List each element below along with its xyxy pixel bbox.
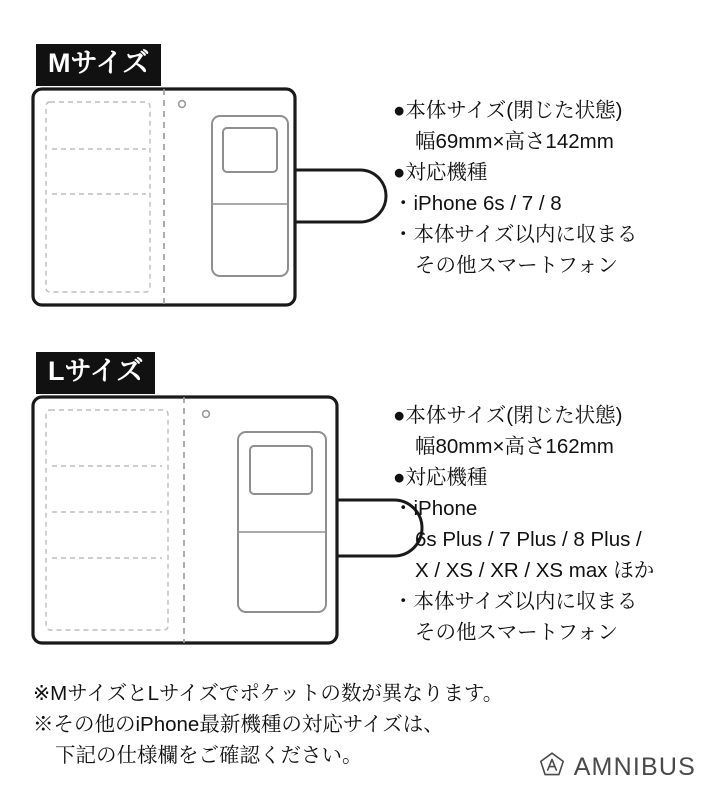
spec-line: ・iPhone 6s / 7 / 8 xyxy=(393,192,562,215)
case-illustration-m xyxy=(30,86,390,331)
spec-line: 6s Plus / 7 Plus / 8 Plus / xyxy=(415,528,642,551)
spec-line: ・本体サイズ以内に収まる xyxy=(393,590,638,613)
spec-line: X / XS / XR / XS max ほか xyxy=(415,559,655,582)
spec-list-m xyxy=(393,95,637,281)
spec-line: ・iPhone xyxy=(393,497,478,520)
case-illustration-l xyxy=(30,394,430,659)
spec-line: ●対応機種 xyxy=(393,466,488,489)
size-badge-m: Mサイズ xyxy=(36,44,161,86)
brand-logo xyxy=(538,751,696,784)
phone-camera-window xyxy=(223,128,277,172)
spec-line: 幅80mm×高さ162mm xyxy=(415,435,614,458)
spec-list-l xyxy=(393,400,654,648)
spec-line: 幅69mm×高さ142mm xyxy=(415,130,614,153)
spec-line: ●本体サイズ(閉じた状態) xyxy=(393,99,623,122)
case-closure-band xyxy=(288,170,386,222)
footnote-line: ※その他のiPhone最新機種の対応サイズは、 xyxy=(33,713,444,736)
spec-line: その他スマートフォン xyxy=(415,621,618,644)
spec-line: ●対応機種 xyxy=(393,161,488,184)
footnote-line: ※MサイズとLサイズでポケットの数が異なります。 xyxy=(33,682,504,705)
spec-line: ●本体サイズ(閉じた状態) xyxy=(393,404,623,427)
phone-camera-window xyxy=(250,446,312,494)
footnotes xyxy=(33,678,503,771)
pentagon-a-icon xyxy=(538,751,566,784)
size-badge-l: Lサイズ xyxy=(36,352,155,394)
brand-name: AMNIBUS xyxy=(573,753,696,781)
spec-line: その他スマートフォン xyxy=(415,254,618,277)
footnote-line: 下記の仕様欄をご確認ください。 xyxy=(55,744,363,767)
spec-line: ・本体サイズ以内に収まる xyxy=(393,223,638,246)
